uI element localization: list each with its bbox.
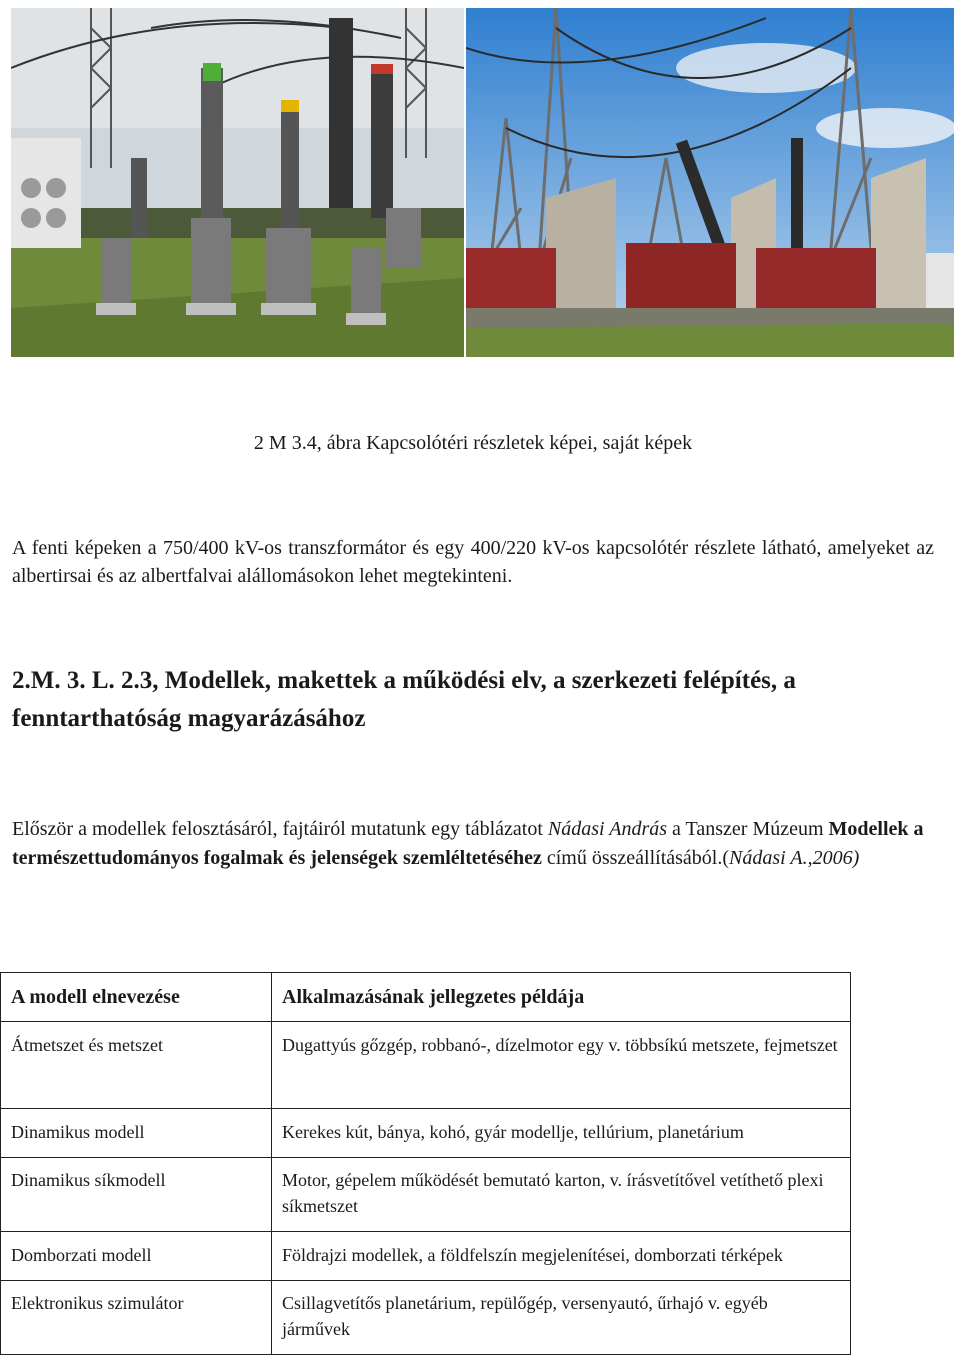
para2-text-2: a Tanszer Múzeum bbox=[667, 818, 829, 840]
citation-paren: ( bbox=[722, 847, 730, 869]
example-cell: Kerekes kút, bánya, kohó, gyár modellje, tellúrium, planetárium bbox=[272, 1109, 851, 1158]
para2-text-1: Először a modellek felosztásáról, fajtáiról mutatunk egy táblázatot bbox=[12, 818, 548, 840]
models-table bbox=[0, 972, 851, 1355]
citation: Nádasi A.,2006) bbox=[729, 847, 860, 869]
source-title: Modellek a természettudományos fogalmak és jelenségek szemléltetéséhez bbox=[12, 818, 924, 869]
substation-photo-left bbox=[11, 8, 464, 357]
model-name-cell: Dinamikus síkmodell bbox=[1, 1158, 272, 1232]
description-paragraph bbox=[12, 815, 942, 873]
section-heading: 2.M. 3. L. 2.3, Modellek, makettek a működési elv, a szerkezeti felépítés, a fenntarthatóság magyarázásához bbox=[12, 667, 796, 732]
table-row bbox=[1, 1232, 851, 1281]
table-row bbox=[1, 1281, 851, 1355]
figure-caption: 2 M 3.4, ábra Kapcsolótéri részletek képei, saját képek bbox=[253, 432, 693, 454]
example-cell: Csillagvetítős planetárium, repülőgép, versenyautó, űrhajó v. egyéb járművek bbox=[272, 1281, 851, 1355]
table-row bbox=[1, 1158, 851, 1232]
model-name-cell: Dinamikus modell bbox=[1, 1109, 272, 1158]
model-name-cell: Átmetszet és metszet bbox=[1, 1022, 272, 1109]
example-cell: Dugattyús gőzgép, robbanó-, dízelmotor egy v. többsíkú metszete, fejmetszet bbox=[272, 1022, 851, 1109]
table-header-row bbox=[1, 973, 851, 1022]
author-name: Nádasi András bbox=[547, 818, 668, 840]
model-name-cell: Domborzati modell bbox=[1, 1232, 272, 1281]
intro-paragraph: A fenti képeken a 750/400 kV-os transzformátor és egy 400/220 kV-os kapcsolótér részlete látható, amelyeket az albertirsai és az albertfalvai alállomásokon lehet megtekinteni. bbox=[12, 537, 934, 587]
para2-text-3: című összeállításából. bbox=[541, 847, 723, 869]
table-row bbox=[1, 1022, 851, 1109]
header-application-example: Alkalmazásának jellegzetes példája bbox=[272, 973, 851, 1022]
example-cell: Földrajzi modellek, a földfelszín megjelenítései, domborzati térképek bbox=[272, 1232, 851, 1281]
model-name-cell: Elektronikus szimulátor bbox=[1, 1281, 272, 1355]
substation-photo-right bbox=[466, 8, 954, 357]
table-row bbox=[1, 1109, 851, 1158]
header-model-name: A modell elnevezése bbox=[1, 973, 272, 1022]
example-cell: Motor, gépelem működését bemutató karton, v. írásvetítővel vetíthető plexi síkmetszet bbox=[272, 1158, 851, 1232]
